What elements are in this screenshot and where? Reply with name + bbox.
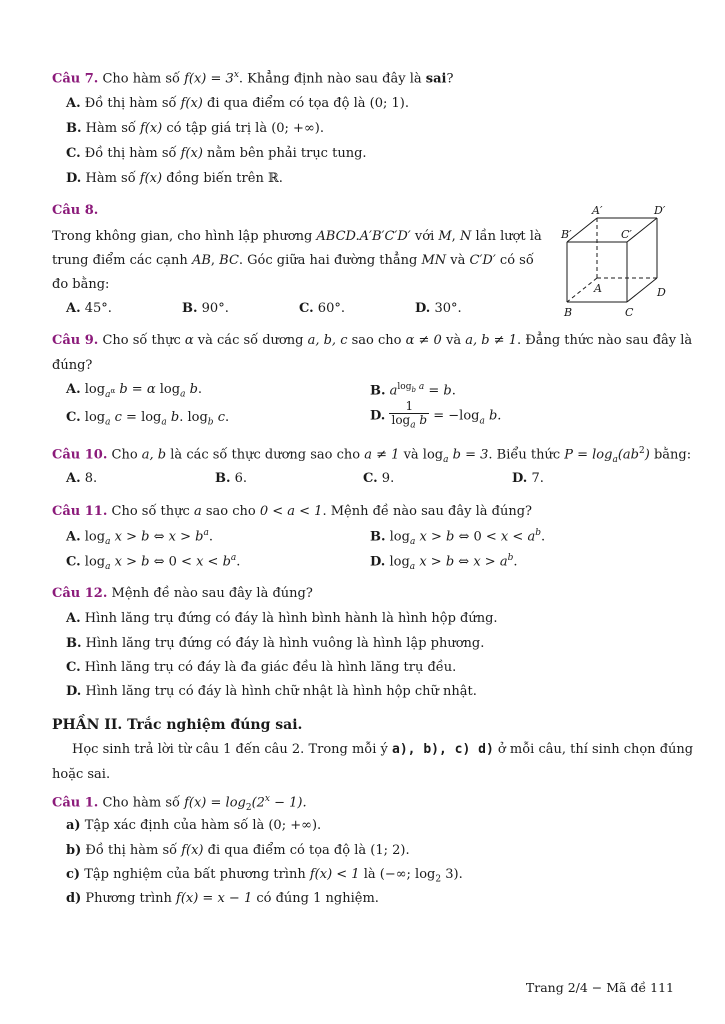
- question-7-option-a: A. Đồ thị hàm số f(x) đi qua điểm có tọa độ là (0; 1).: [66, 96, 409, 111]
- question-10-stem: Câu 10. Cho a, b là các số thực dương sao cho a ≠ 1 và $\log_a b = 3$. Biểu thức $P = \log_a(ab^2)$ bằng:: [52, 446, 692, 465]
- question-9-option-b: B. $a^{log_b a} = b$.: [370, 382, 456, 399]
- question-9-label: Câu 9.: [52, 333, 99, 348]
- question-11-option-a: A. $\log_a x > b$ ⇔ $x > b^a$.: [66, 528, 213, 547]
- question-12-stem: Câu 12. Mệnh đề nào sau đây là đúng?: [52, 586, 313, 601]
- part2-question-1-item-c: c) Tập nghiệm của bất phương trình f(x) < 1 là (−∞; $\log_2 3$).: [66, 867, 463, 885]
- vertex-label-d: D: [657, 286, 666, 299]
- question-7-option-d: D. Hàm số f(x) đồng biến trên ℝ.: [66, 171, 283, 186]
- question-9-option-c: C. $\log_a c = \log_a b$. $\log_b c$.: [66, 410, 230, 428]
- question-7-option-b: B. Hàm số f(x) có tập giá trị là (0; +∞).: [66, 121, 324, 136]
- question-11-stem: Câu 11. Cho số thực a sao cho 0 < a < 1. Mệnh đề nào sau đây là đúng?: [52, 504, 533, 519]
- question-8-option-d: D. 30°.: [415, 301, 462, 316]
- question-8-option-c: C. 60°.: [299, 301, 345, 316]
- question-8-line-1: Trong không gian, cho hình lập phương ABCD.A′B′C′D′ với M, N lần lượt là: [52, 229, 542, 244]
- question-8-line-3: đo bằng:: [52, 277, 110, 292]
- edge-cd: [627, 278, 657, 302]
- question-8-label-line: [52, 203, 98, 218]
- question-11-option-b: B. $\log_a x > b$ ⇔ $0 < x < a^b$.: [370, 528, 546, 547]
- question-12-option-c: C. Hình lăng trụ có đáy là đa giác đều là hình lăng trụ đều.: [66, 660, 457, 675]
- cube-figure: [555, 200, 675, 320]
- question-8-label: Câu 8.: [52, 203, 99, 218]
- part2-question-1-item-b: b) Đồ thị hàm số f(x) đi qua điểm có tọa độ là (1; 2).: [66, 843, 410, 858]
- question-7-option-c: C. Đồ thị hàm số f(x) nằm bên phải trục tung.: [66, 146, 367, 161]
- question-8-option-a: A. 45°.: [66, 301, 112, 316]
- part2-question-1-label: Câu 1.: [52, 795, 99, 811]
- question-10-option-b: B. 6.: [215, 471, 248, 486]
- section-intro: Học sinh trả lời từ câu 1 đến câu 2. Trong mỗi ý a), b), c) d) ở mỗi câu, thí sinh chọn đúng: [72, 742, 694, 757]
- vertex-label-a: A: [594, 282, 602, 295]
- question-7-stem: Câu 7. Cho hàm số $f(x) = 3^x$. Khẳng định nào sau đây là sai?: [52, 70, 454, 87]
- question-9-stem: Câu 9. Cho số thực α và các số dương a, b, c sao cho α ≠ 0 và a, b ≠ 1. Đẳng thức nào sau đây là: [52, 333, 693, 348]
- vertex-label-d1: D′: [654, 204, 666, 217]
- question-12-option-b: B. Hình lăng trụ đứng có đáy là hình vuông là hình lập phương.: [66, 636, 485, 651]
- question-11-option-d: D. $\log_a x > b$ ⇔ $x > a^b$.: [370, 553, 518, 572]
- question-9-option-d: D. $\frac{1}{\log_a b}$ = $-\log_a$ b.: [370, 399, 502, 431]
- question-12-option-a: A. Hình lăng trụ đứng có đáy là hình bình hành là hình hộp đứng.: [66, 611, 498, 626]
- section-intro-line-2: hoặc sai.: [52, 767, 111, 782]
- question-10-label: Câu 10.: [52, 447, 108, 463]
- question-12-option-d: D. Hình lăng trụ có đáy là hình chữ nhật là hình hộp chữ nhật.: [66, 684, 477, 699]
- page-footer: Trang 2/4 − Mã đề 111: [525, 980, 674, 995]
- question-10-option-c: C. 9.: [363, 471, 395, 486]
- edge-ab-hidden: [567, 278, 597, 302]
- question-9-option-a: A. $\log_{a^\alpha} b = \alpha$ $\log_a b$.: [66, 382, 203, 400]
- question-9-stem-line-2: đúng?: [52, 358, 93, 373]
- question-11-label: Câu 11.: [52, 504, 108, 519]
- question-10-option-a: A. 8.: [66, 471, 98, 486]
- part2-question-1-stem: Câu 1. Cho hàm số $f(x) = \log_2(2^x - 1)$.: [52, 794, 307, 813]
- vertex-label-c1: C′: [621, 228, 632, 241]
- vertex-label-a1: A′: [592, 204, 603, 217]
- question-8-line-2: trung điểm các cạnh AB, BC. Góc giữa hai đường thẳng MN và C′D′ có số: [52, 253, 534, 268]
- part2-question-1-item-d: d) Phương trình f(x) = x − 1 có đúng 1 nghiệm.: [66, 891, 379, 906]
- question-11-option-c: C. $\log_a x > b$ ⇔ $0 < x < b^a$.: [66, 553, 241, 572]
- fraction: $\frac{1}{\log_a b}$: [391, 399, 428, 431]
- question-12-label: Câu 12.: [52, 586, 108, 601]
- question-10-option-d: D. 7.: [512, 471, 544, 486]
- vertex-label-c: C: [625, 306, 634, 319]
- question-8-option-b: B. 90°.: [182, 301, 229, 316]
- part2-question-1-item-a: a) Tập xác định của hàm số là (0; +∞).: [66, 818, 322, 833]
- vertex-label-b1: B′: [561, 228, 572, 241]
- vertex-label-b: B: [564, 306, 573, 319]
- section-title: PHẦN II. Trắc nghiệm đúng sai.: [52, 717, 303, 733]
- question-7-label: Câu 7.: [52, 71, 99, 87]
